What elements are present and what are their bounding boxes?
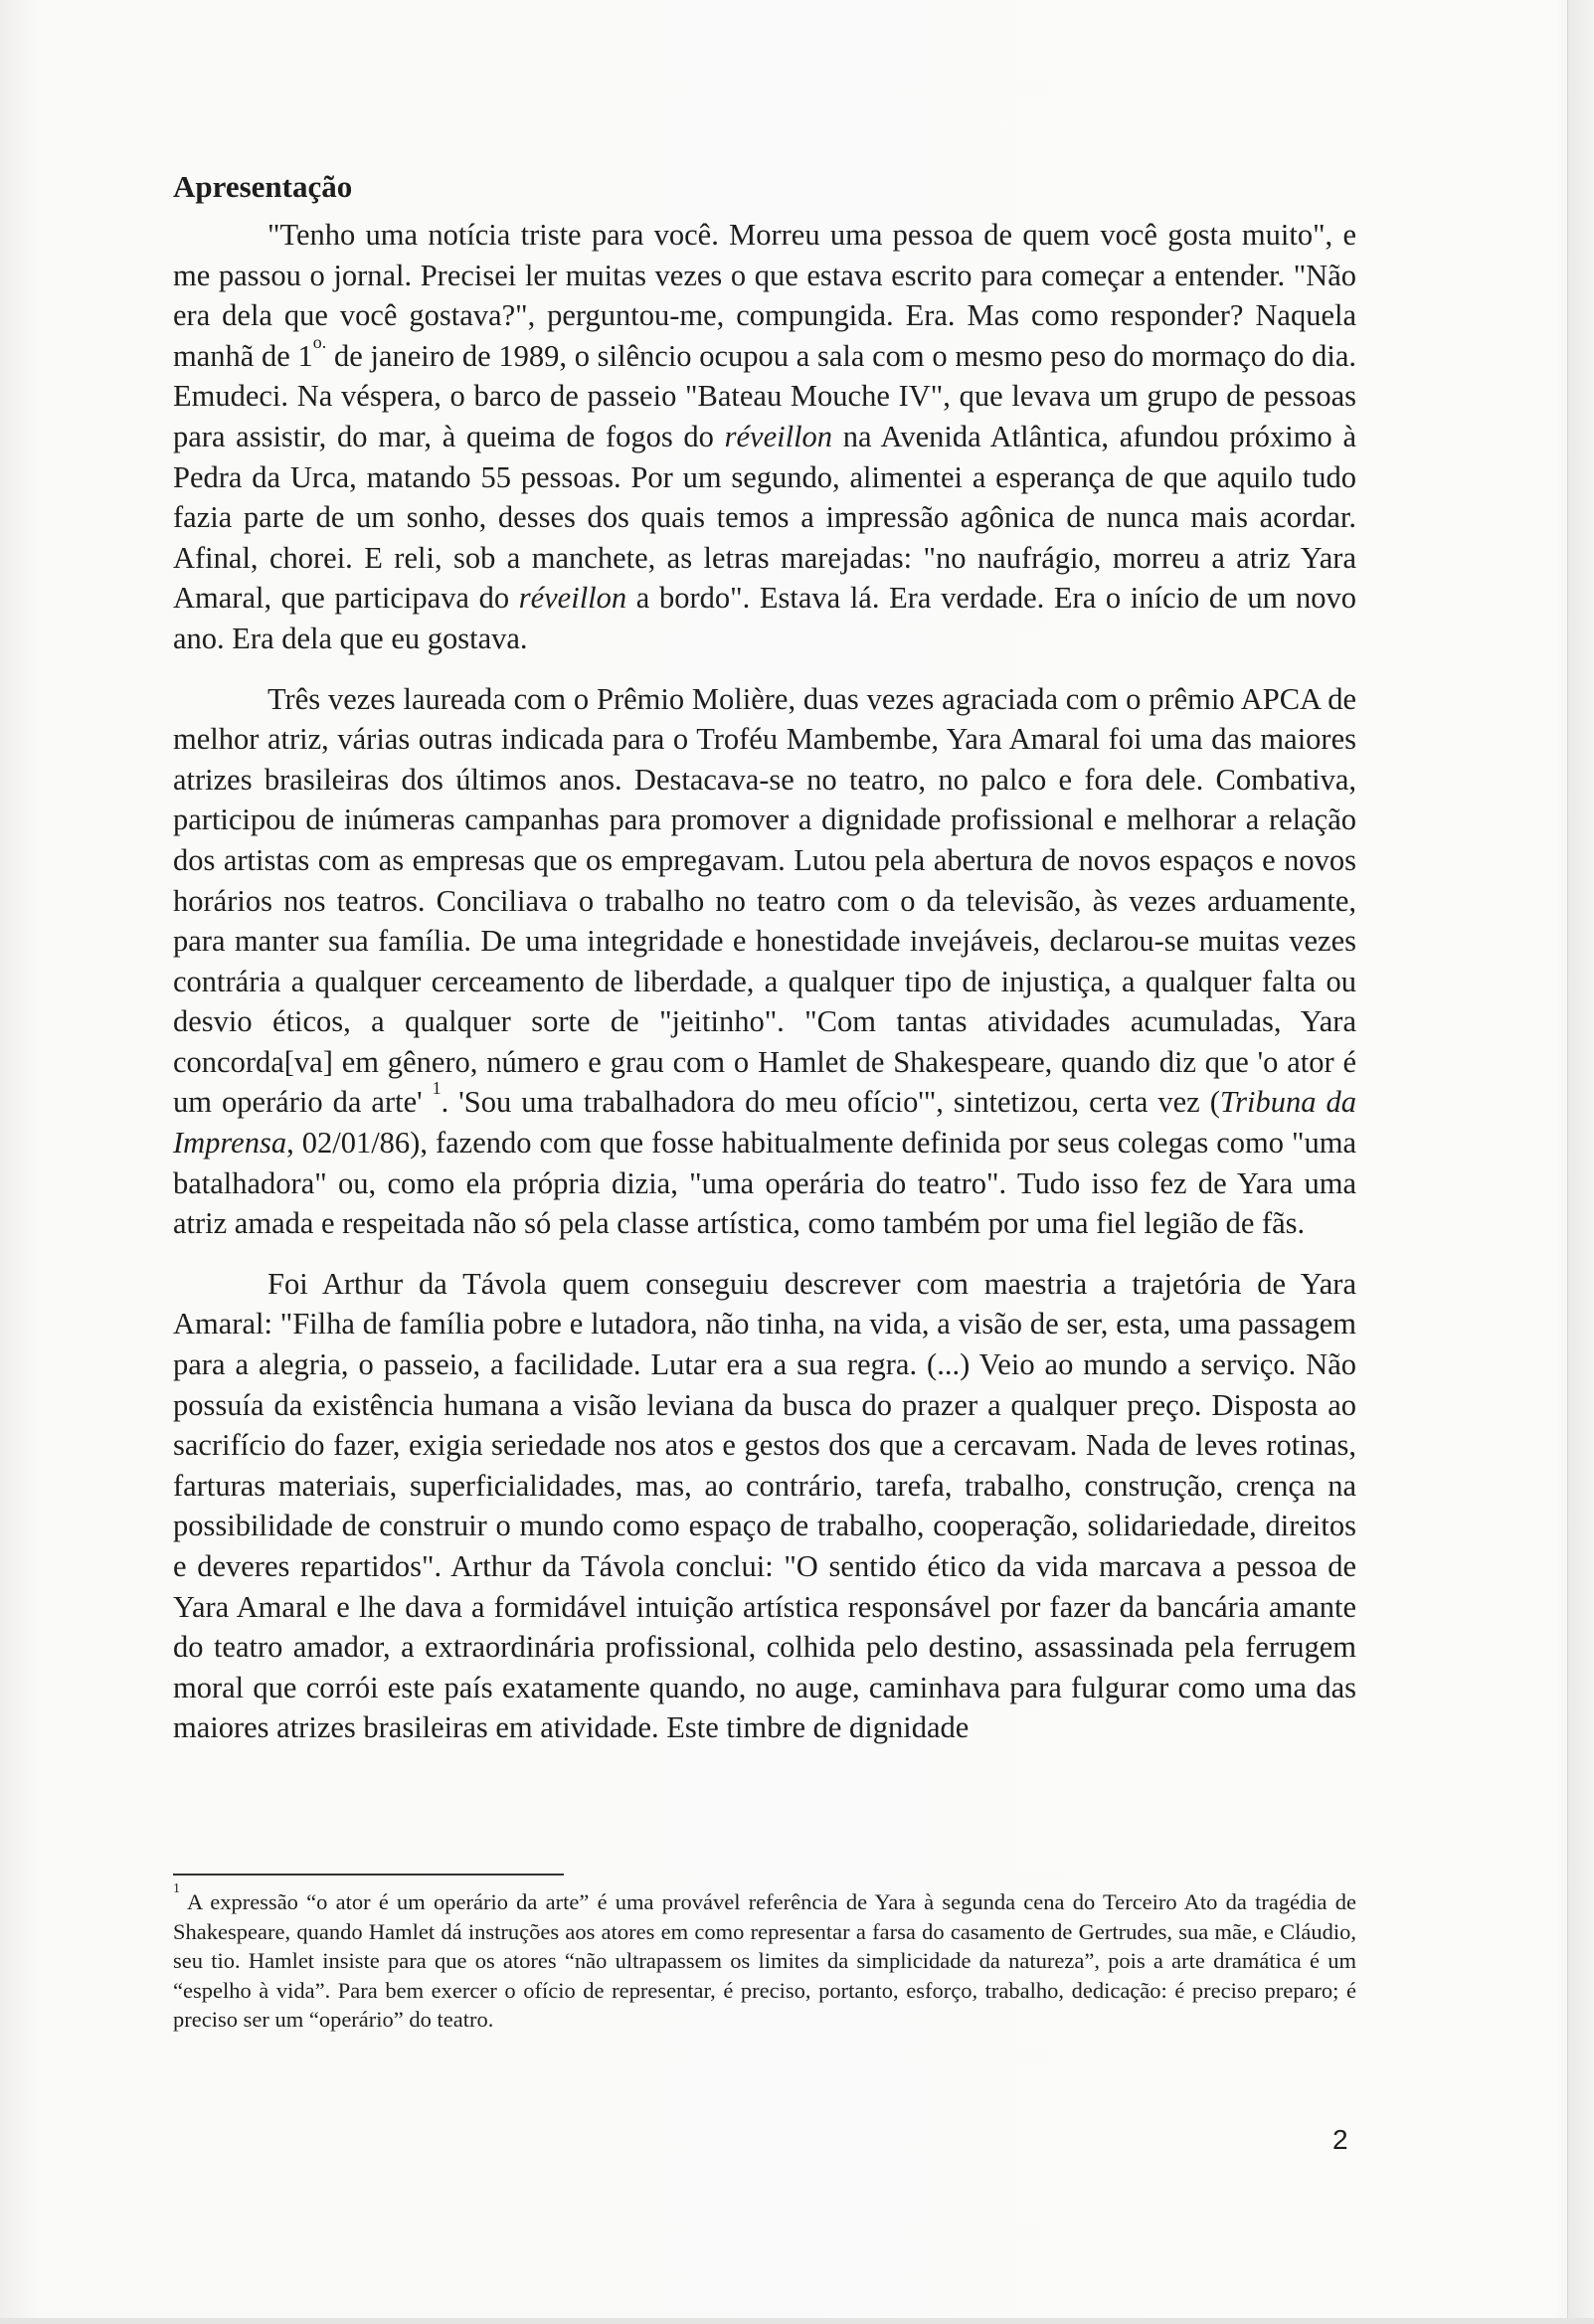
page-edge-shadow [1567,0,1594,2324]
body-paragraphs [173,215,1356,1748]
paragraph-text: a bordo". Estava lá. Era verdade. Era o início de um novo ano. Era dela que eu gostava. [173,581,1356,655]
footnote-separator [173,1874,564,1876]
italic-text: réveillon [724,419,833,453]
paragraph-text: de janeiro de 1989, o silêncio ocupou a sala com o mesmo peso do mormaço do dia. Emudeci. Na véspera, o barco de passeio "Bateau Mouche IV", que levava um grupo de pessoas para assistir, do mar, à queima de fogos do [173,338,1356,453]
section-heading: Apresentação [173,169,353,204]
paragraph-text: , 02/01/86), fazendo com que fosse habitualmente definida por seus colegas como "uma batalhadora" ou, como ela própria dizia, "uma operária do teatro". Tudo isso fez de Yara uma atriz amada e respeitada não só pela classe artística, como também por uma fiel legião de fãs. [173,1126,1356,1241]
paragraph-text: na Avenida Atlântica, afundou próximo à Pedra da Urca, matando 55 pessoas. Por um segundo, alimentei a esperança de que aquilo tudo fazia parte de um sonho, desses dos quais temos a impressão agônica de nunca mais acordar. Afinal, chorei. E reli, sob a manchete, as letras marejadas: "no naufrágio, morreu a atriz Yara Amaral, que participava do [173,419,1356,616]
paragraph-text: "Tenho uma notícia triste para você. Morreu uma pessoa de quem você gosta muito", e me passou o jornal. Precisei ler muitas vezes o que estava escrito para começar a entender. "Não era dela que você gostava?", perguntou-me, compungida. Era. Mas como responder? Naquela manhã de 1 [173,218,1356,373]
page-number: 2 [1332,2124,1348,2155]
italic-text: réveillon [518,581,627,616]
footnote-text: A expressão “o ator é um operário da arte” é uma provável referência de Yara à segunda cena do Terceiro Ato da tragédia de Shakespeare, quando Hamlet dá instruções aos atores em como representar a farsa do casamento de Gertrudes, sua mãe, e Cláudio, seu tio. Hamlet insiste para que os atores “não ultrapassem os limites da simplicidade da natureza”, pois a arte dramática é um “espelho à vida”. Para bem exercer o ofício de representar, é preciso, portanto, esforço, trabalho, dedicação: é preciso preparo; é preciso ser um “operário” do teatro. [173,1889,1356,2032]
paragraph-text: . 'Sou uma trabalhadora do meu ofício'", sintetizou, certa vez ( [441,1085,1220,1120]
body-paragraph [173,679,1356,1244]
main-text-area [173,167,1356,1748]
page-bottom-edge [0,2318,1594,2324]
paragraph-text: Foi Arthur da Távola quem conseguiu descrever com maestria a trajetória de Yara Amaral: "Filha de família pobre e lutadora, não tinha, na vida, a visão de ser, esta, uma passagem para a alegria, o passeio, a facilidade. Lutar era a sua regra. (...) Veio ao mundo a serviço. Não possuía da existência humana a visão leviana da busca do prazer a qualquer preço. Disposta ao sacrifício do fazer, exigia seriedade nos atos e gestos dos que a cercavam. Nada de leves rotinas, farturas materiais, superficialidades, mas, ao contrário, tarefa, trabalho, construção, crença na possibilidade de construir o mundo como espaço de trabalho, cooperação, solidariedade, direitos e deveres repartidos". Arthur da Távola conclui: "O sentido ético da vida marcava a pessoa de Yara Amaral e lhe dava a formidável intuição artística responsável por fazer da bancária amante do teatro amador, a extraordinária profissional, colhida pelo destino, assassinada pela ferrugem moral que corrói este país exatamente quando, no auge, caminhava para fulgurar como uma das maiores atrizes brasileiras em atividade. Este timbre de dignidade [173,1266,1356,1745]
superscript-text: 1 [432,1078,442,1099]
footnote-marker: 1 [173,1881,180,1896]
body-paragraph [173,1264,1356,1748]
italic-text: Tribuna da Imprensa [173,1085,1357,1161]
paragraph-text: Três vezes laureada com o Prêmio Molière, duas vezes agraciada com o prêmio APCA de melhor atriz, várias outras indicada para o Troféu Mambembe, Yara Amaral foi uma das maiores atrizes brasileiras dos últimos anos. Destacava-se no teatro, no palco e fora dele. Combativa, participou de inúmeras campanhas para promover a dignidade profissional e melhorar a relação dos artistas com as empresas que os empregavam. Lutou pela abertura de novos espaços e novos horários nos teatros. Conciliava o trabalho no teatro com o da televisão, às vezes arduamente, para manter sua família. De uma integridade e honestidade invejáveis, declarou-se muitas vezes contrária a qualquer cerceamento de liberdade, a qualquer tipo de injustiça, a qualquer falta ou desvio éticos, a qualquer sorte de "jeitinho". "Com tantas atividades acumuladas, Yara concorda[va] em gênero, número e grau com o Hamlet de Shakespeare, quando diz que 'o ator é um operário da arte' [173,681,1356,1120]
footnote [173,1881,1356,2035]
superscript-text: o. [312,331,327,352]
body-paragraph [173,215,1356,659]
